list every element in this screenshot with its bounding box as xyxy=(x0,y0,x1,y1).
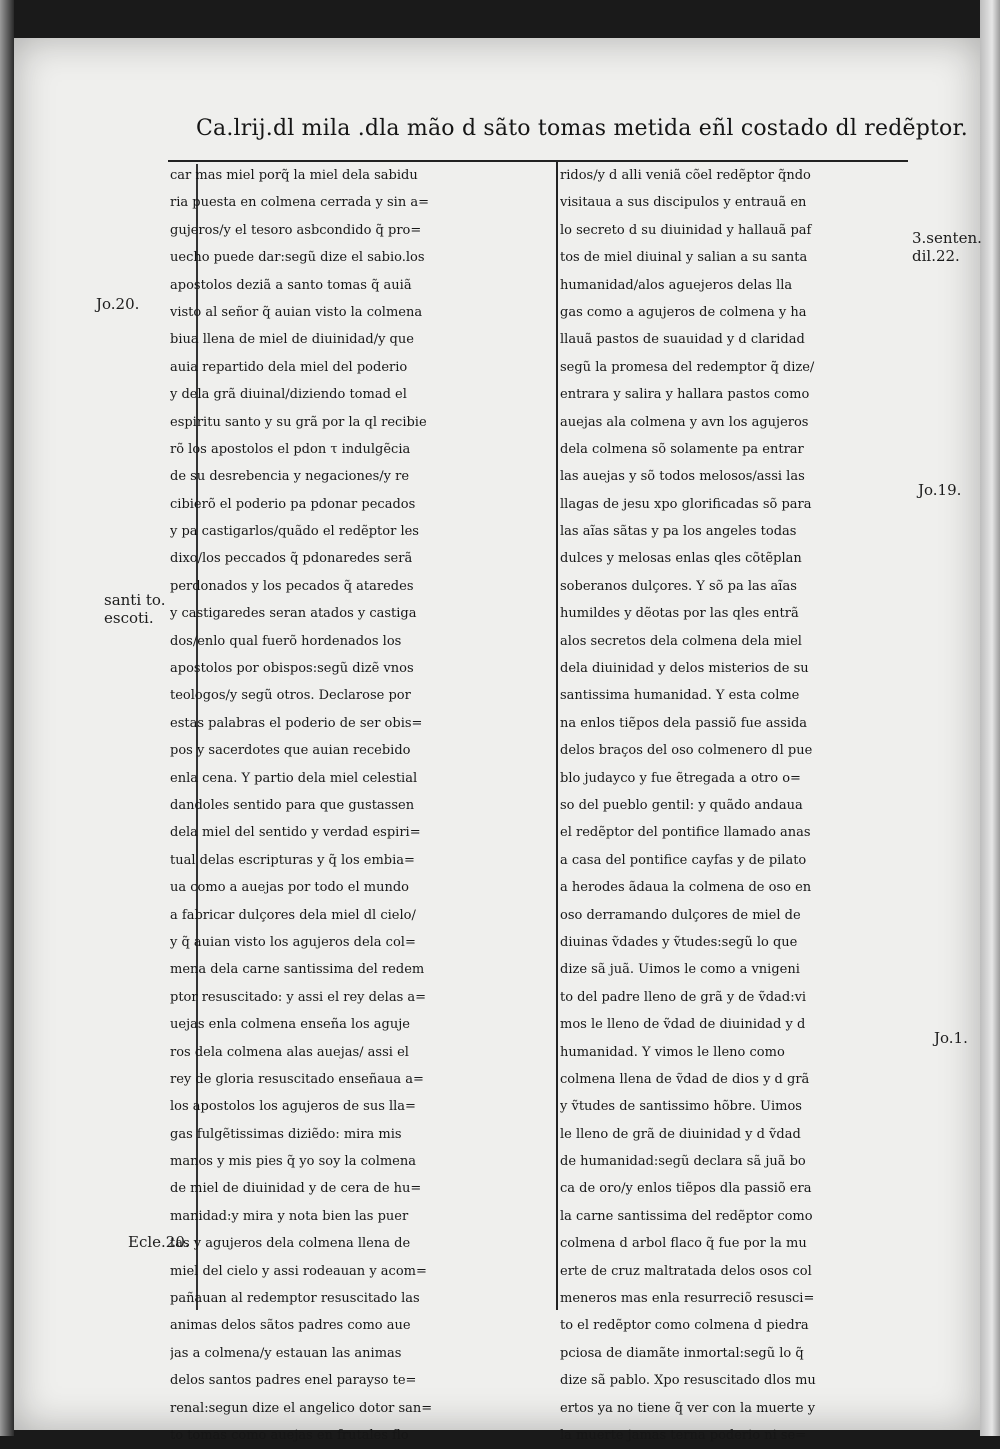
text-line: animas delos sãtos padres como aue xyxy=(170,1318,411,1334)
text-line: colmena llena de ṽdad de dios y d grã xyxy=(560,1071,810,1087)
text-line: y ṽtudes de santissimo hõbre. Uimos xyxy=(560,1099,802,1115)
text-line: alos secretos dela colmena dela miel xyxy=(560,633,802,649)
text-line: meneros mas enla resurreciõ resusci= xyxy=(560,1291,815,1307)
text-line: apostolos por obispos:segũ dizẽ vnos xyxy=(170,661,414,677)
running-head: Ca.lrij.dl mila .dla mão d sãto tomas metida eñl costado dl redẽptor. xyxy=(196,116,968,141)
text-line: auejas ala colmena y avn los agujeros xyxy=(560,414,809,430)
text-line: y dela grã diuinal/diziendo tomad el xyxy=(170,387,407,403)
text-line: de su desrebencia y negaciones/y re xyxy=(170,469,410,485)
text-line: ptor resuscitado: y assi el rey delas a= xyxy=(170,989,427,1005)
text-line: mena dela carne santissima del redem xyxy=(170,962,425,978)
text-line: y castigaredes seran atados y castiga xyxy=(170,606,417,622)
text-line: mos le lleno de ṽdad de diuinidad y d xyxy=(560,1017,806,1033)
text-line: gujeros/y el tesoro asbcondido q̃ pro= xyxy=(170,222,422,238)
text-line: dela diuinidad y delos misterios de su xyxy=(560,661,809,677)
margin-note-santi-to: santi to. xyxy=(104,591,166,609)
text-line: ros dela colmena alas auejas/ assi el xyxy=(170,1044,409,1060)
text-line: oso derramando dulçores de miel de xyxy=(560,907,801,923)
text-line: enla cena. Y partio dela miel celestial xyxy=(170,770,418,786)
text-line: renal:segun dize el angelico dotor san= xyxy=(170,1400,433,1416)
margin-note-ecle20: Ecle.20. xyxy=(128,1233,190,1251)
text-line: dela miel del sentido y verdad espiri= xyxy=(170,825,421,841)
text-line: rõ los apostolos el pdon τ indulgẽcia xyxy=(170,441,411,457)
text-line: humanidad/alos aguejeros delas lla xyxy=(560,277,793,293)
text-line: el redẽptor del pontifice llamado anas xyxy=(560,825,811,841)
text-line: visto al señor q̃ auian visto la colmena xyxy=(170,304,423,320)
text-line: ua como a auejas por todo el mundo xyxy=(170,880,409,896)
text-line: cibierõ el poderio pa pdonar pecados xyxy=(170,496,416,512)
text-line: lo secreto d su diuinidad y hallauã paf xyxy=(560,222,812,238)
text-line: segũ la promesa del redemptor q̃ dize/ xyxy=(560,359,815,375)
text-line: na enlos tiẽpos dela passiõ fue assida xyxy=(560,715,808,731)
text-line: miel del cielo y assi rodeauan y acom= xyxy=(170,1263,427,1279)
text-line: dela colmena sõ solamente pa entrar xyxy=(560,441,804,457)
text-line: a fabricar dulçores dela miel dl cielo/ xyxy=(170,907,416,923)
text-line: dos/enlo qual fuerõ hordenados los xyxy=(170,633,402,649)
text-line: entrara y salira y hallara pastos como xyxy=(560,387,810,403)
text-line: humildes y dẽotas por las qles entrã xyxy=(560,606,799,622)
text-column-right xyxy=(560,162,908,1449)
text-line: ertos ya no tiene q̃ ver con la muerte y xyxy=(560,1400,816,1416)
text-line: visitaua a sus discipulos y entrauã en xyxy=(560,195,807,211)
text-line: los apostolos los agujeros de sus lla= xyxy=(170,1099,416,1115)
margin-note-sentencia-2: dil.22. xyxy=(912,247,960,265)
text-line: manos y mis pies q̃ yo soy la colmena xyxy=(170,1154,417,1170)
text-line: auia repartido dela miel del poderio xyxy=(170,359,408,375)
text-line: a casa del pontifice cayfas y de pilato xyxy=(560,852,807,868)
text-line: y q̃ auian visto los agujeros dela col= xyxy=(170,934,416,950)
text-line: dandoles sentido para que gustassen xyxy=(170,797,415,813)
text-line: blo judayco y fue ẽtregada a otro o= xyxy=(560,770,801,786)
text-line: ria puesta en colmena cerrada y sin a= xyxy=(170,195,429,211)
text-line: pciosa de diamãte inmortal:segũ lo q̃ xyxy=(560,1345,804,1361)
text-line: jas a colmena/y estauan las animas xyxy=(170,1345,402,1361)
text-line: gas fulgẽtissimas diziẽdo: mira mis xyxy=(170,1126,402,1142)
text-line: dize sã pablo. Xpo resuscitado dlos mu xyxy=(560,1373,816,1389)
text-line: so del pueblo gentil: y quãdo andaua xyxy=(560,797,803,813)
text-line: diuinas ṽdades y ṽtudes:segũ lo que xyxy=(560,934,798,950)
text-line: delos braços del oso colmenero dl pue xyxy=(560,743,813,759)
margin-note-jo20: Jo.20. xyxy=(96,295,140,313)
text-line: tas y agujeros dela colmena llena de xyxy=(170,1236,411,1252)
text-line: tual delas escripturas y q̃ los embia= xyxy=(170,852,415,868)
text-line: las auejas y sõ todos melosos/assi las xyxy=(560,469,805,485)
text-line: to del padre lleno de grã y de ṽdad:vi xyxy=(560,989,807,1005)
text-line: dize sã juã. Uimos le como a vnigeni xyxy=(560,962,800,978)
text-line: llagas de jesu xpo glorificadas sõ para xyxy=(560,496,812,512)
text-line: las aĩas sãtas y pa los angeles todas xyxy=(560,524,797,540)
text-line: estas palabras el poderio de ser obis= xyxy=(170,715,423,731)
text-line: ca de oro/y enlos tiẽpos dla passiõ era xyxy=(560,1181,812,1197)
text-line: biua llena de miel de diuinidad/y que xyxy=(170,332,414,348)
text-line: perdonados y los pecados q̃ ataredes xyxy=(170,578,414,594)
text-line: y pa castigarlos/quãdo el redẽptor les xyxy=(170,524,419,540)
text-line: car mas miel porq̃ la miel dela sabidu xyxy=(170,168,418,183)
margin-note-jo19: Jo.19. xyxy=(918,481,962,499)
text-line: la muerte jamas terna poderio ni se= xyxy=(560,1427,807,1443)
text-line: pañauan al redemptor resuscitado las xyxy=(170,1291,420,1307)
margin-note-sentencia-1: 3.senten. xyxy=(912,229,982,247)
text-line: humanidad. Y vimos le lleno como xyxy=(560,1044,785,1060)
margin-note-escoti: escoti. xyxy=(104,609,154,627)
next-page-edge xyxy=(980,0,1000,1436)
text-line: uejas enla colmena enseña los aguje xyxy=(170,1017,410,1033)
text-line: de miel de diuinidad y de cera de hu= xyxy=(170,1181,422,1197)
text-line: dixo/los peccados q̃ pdonaredes serã xyxy=(170,551,413,567)
text-line: apostolos deziã a santo tomas q̃ auiã xyxy=(170,277,412,293)
text-line: uecho puede dar:segũ dize el sabio.los xyxy=(170,250,425,266)
text-line: to el redẽptor como colmena d piedra xyxy=(560,1318,809,1334)
text-column-left xyxy=(170,162,558,1449)
text-line: santissima humanidad. Y esta colme xyxy=(560,688,800,704)
text-line: gas como a agujeros de colmena y ha xyxy=(560,304,807,320)
text-line: a herodes ãdaua la colmena de oso en xyxy=(560,880,812,896)
text-line: dulces y melosas enlas qles cõtẽplan xyxy=(560,551,802,567)
text-line: la carne santissima del redẽptor como xyxy=(560,1208,813,1224)
text-line: pos y sacerdotes que auian recebido xyxy=(170,743,411,759)
text-line: llauã pastos de suauidad y d claridad xyxy=(560,332,805,348)
text-line: ridos/y d alli veniã cõel redẽptor q̃ndo xyxy=(560,168,811,183)
text-line: de humanidad:segũ declara sã juã bo xyxy=(560,1154,806,1170)
text-line: le lleno de grã de diuinidad y d ṽdad xyxy=(560,1126,801,1142)
text-line: delos santos padres enel parayso te= xyxy=(170,1373,417,1389)
text-line: to tomas como auejas en frutales flo xyxy=(170,1427,409,1443)
text-line: tos de miel diuinal y salian a su santa xyxy=(560,250,808,266)
text-line: rey de gloria resuscitado enseñaua a= xyxy=(170,1071,424,1087)
margin-note-jo1: Jo.1. xyxy=(934,1029,968,1047)
text-line: erte de cruz maltratada delos osos col xyxy=(560,1263,812,1279)
text-line: soberanos dulçores. Y sõ pa las aĩas xyxy=(560,578,797,594)
book-gutter-shadow xyxy=(0,0,14,1436)
text-line: manidad:y mira y nota bien las puer xyxy=(170,1208,409,1224)
text-line: espiritu santo y su grã por la ql recibie xyxy=(170,414,427,430)
text-line: teologos/y segũ otros. Declarose por xyxy=(170,688,411,704)
text-line: colmena d arbol flaco q̃ fue por la mu xyxy=(560,1236,807,1252)
